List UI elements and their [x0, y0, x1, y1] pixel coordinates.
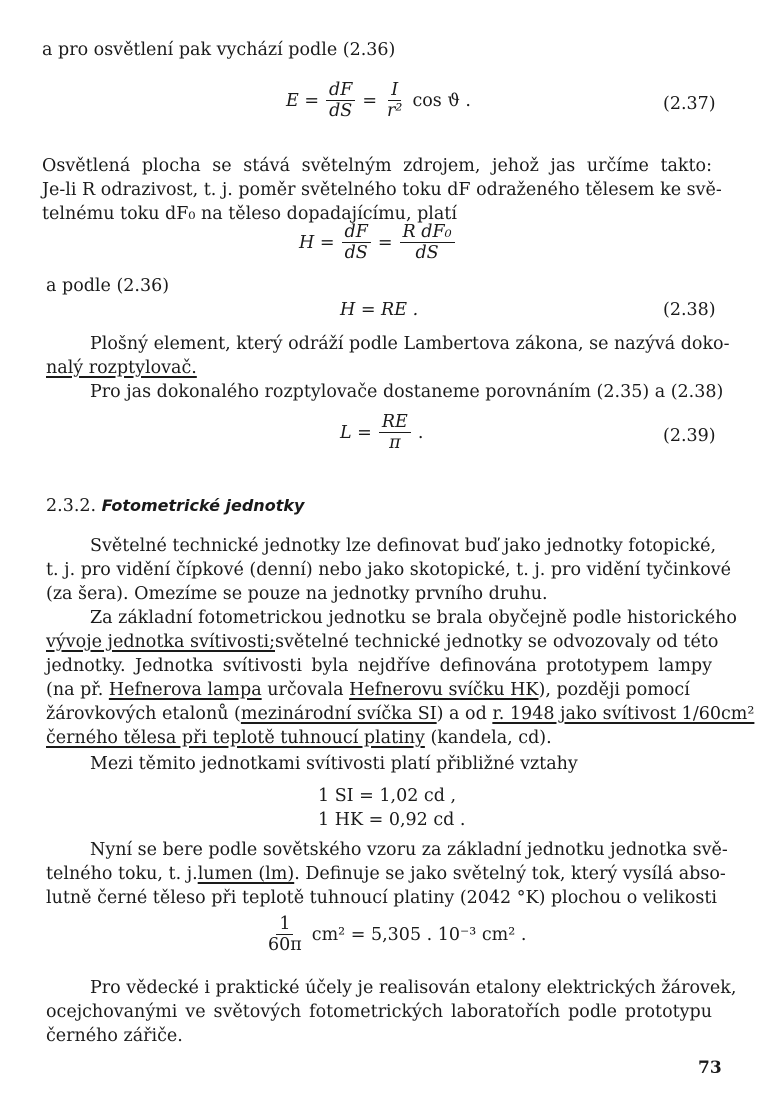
text-line: Mezi těmito jednotkami svítivosti platí přibližné vztahy: [90, 754, 578, 774]
eq-tail: .: [417, 422, 424, 443]
text-line: (za šera). Omezíme se pouze na jednotky prvního druhu.: [46, 584, 548, 604]
underlined-term: r. 1948 jako svítivost 1/60cm²: [492, 704, 755, 724]
text-line: lutně černé těleso při teplotě tuhnoucí platiny (2042 °K) plochou o velikosti: [46, 888, 718, 908]
page-number: 73: [698, 1058, 722, 1078]
equation-area: [262, 914, 526, 955]
text-line: a podle (2.36): [46, 276, 170, 296]
section-heading: [46, 494, 304, 518]
text-line: [46, 678, 690, 702]
underlined-term: černého tělesa při teplotě tuhnoucí platiny: [46, 728, 425, 748]
text-line: jednotky. Jednotka svítivosti byla nejdříve definována prototypem lampy: [46, 656, 712, 676]
equation-number: (2.39): [663, 426, 716, 446]
fraction: [400, 222, 455, 263]
fraction: [342, 222, 371, 263]
equation-number: (2.38): [663, 300, 716, 320]
equation-2-38: H = RE .: [340, 300, 419, 320]
equation-number: (2.37): [663, 94, 716, 114]
text-span: ), později pomocí: [538, 680, 690, 700]
text-line: černého zářiče.: [46, 1026, 183, 1046]
numerator: dF: [342, 222, 371, 243]
denominator: r²: [387, 101, 403, 121]
underlined-term: lumen (lm): [197, 864, 295, 884]
fraction: [384, 80, 405, 121]
relation-line: 1 HK = 0,92 cd .: [318, 810, 466, 830]
text-line: Světelné technické jednotky lze definovat buď jako jednotky fotopické,: [90, 536, 717, 556]
denominator: dS: [415, 243, 439, 263]
text-line: ocejchovanými ve světových fotometrických laboratořích podle prototypu: [46, 1002, 712, 1022]
text-span: žárovkových etalonů (: [46, 704, 241, 724]
equals-sign: =: [362, 90, 378, 111]
text-span: . Definuje se jako světelný tok, který vysílá abso-: [294, 864, 726, 884]
numerator: RE: [379, 412, 411, 433]
relation-line: 1 SI = 1,02 cd ,: [318, 786, 457, 806]
text-line: [46, 862, 726, 886]
fraction: [326, 80, 355, 121]
underlined-term: Hefnerova lampa: [108, 680, 262, 700]
section-title: Fotometrické jednotky: [101, 496, 305, 515]
eq-tail: cos ϑ .: [412, 90, 471, 111]
underlined-term: mezinárodní svíčka SI: [240, 704, 437, 724]
text-line: [46, 726, 552, 750]
text-line: Plošný element, který odráží podle Lambertova zákona, se nazývá doko-: [90, 334, 730, 354]
equals-sign: =: [377, 232, 393, 253]
eq-lhs: H =: [299, 232, 335, 253]
equation-h: [299, 222, 458, 263]
denominator: 60π: [268, 935, 302, 955]
text-line: t. j. pro vidění čípkové (denní) nebo jako skotopické, t. j. pro vidění tyčinkové: [46, 560, 731, 580]
denominator: dS: [344, 243, 368, 263]
eq-lhs: E =: [286, 90, 320, 111]
section-number: 2.3.2.: [46, 496, 97, 516]
eq-lhs: L =: [340, 422, 372, 443]
text-line: a pro osvětlení pak vychází podle (2.36): [42, 40, 396, 60]
text-line: Je-li R odrazivost, t. j. poměr světelného toku dF odraženého tělesem ke svě-: [42, 180, 722, 200]
denominator: π: [389, 433, 401, 453]
text-line: nalý rozptylovač.: [46, 358, 197, 378]
underlined-term: Hefnerovu svíčku HK: [349, 680, 539, 700]
text-span: určovala: [261, 680, 350, 700]
text-line: Nyní se bere podle sovětského vzoru za základní jednotku jednotka svě-: [90, 840, 728, 860]
text-span: ) a od: [436, 704, 493, 724]
text-line: Osvětlená plocha se stává světelným zdrojem, jehož jas určíme takto:: [42, 156, 712, 176]
text-line: [46, 630, 719, 654]
numerator: R dF₀: [400, 222, 455, 243]
text-span: (na př.: [46, 680, 109, 700]
text-line: Pro vědecké i praktické účely je realisován etalony elektrických žárovek,: [90, 978, 737, 998]
denominator: dS: [329, 101, 353, 121]
fraction: [379, 412, 411, 453]
equation-2-37: [286, 80, 471, 121]
text-line: [46, 702, 754, 726]
fraction: [265, 914, 305, 955]
underlined-term: vývoje jednotka svítivosti;: [46, 632, 275, 652]
numerator: 1: [276, 914, 293, 935]
equation-2-39: [340, 412, 423, 453]
text-span: telného toku, t. j.: [46, 864, 198, 884]
text-line: Za základní fotometrickou jednotku se brala obyčejně podle historického: [90, 608, 737, 628]
eq-tail: cm² = 5,305 . 10⁻³ cm² .: [311, 924, 527, 945]
text-line: telnému toku dF₀ na těleso dopadajícímu, platí: [42, 204, 457, 224]
text-line: Pro jas dokonalého rozptylovače dostaneme porovnáním (2.35) a (2.38): [90, 382, 724, 402]
text-span: světelné technické jednotky se odvozovaly od této: [275, 632, 719, 652]
text-span: (kandela, cd).: [424, 728, 552, 748]
numerator: dF: [326, 80, 355, 101]
numerator: I: [388, 80, 401, 101]
